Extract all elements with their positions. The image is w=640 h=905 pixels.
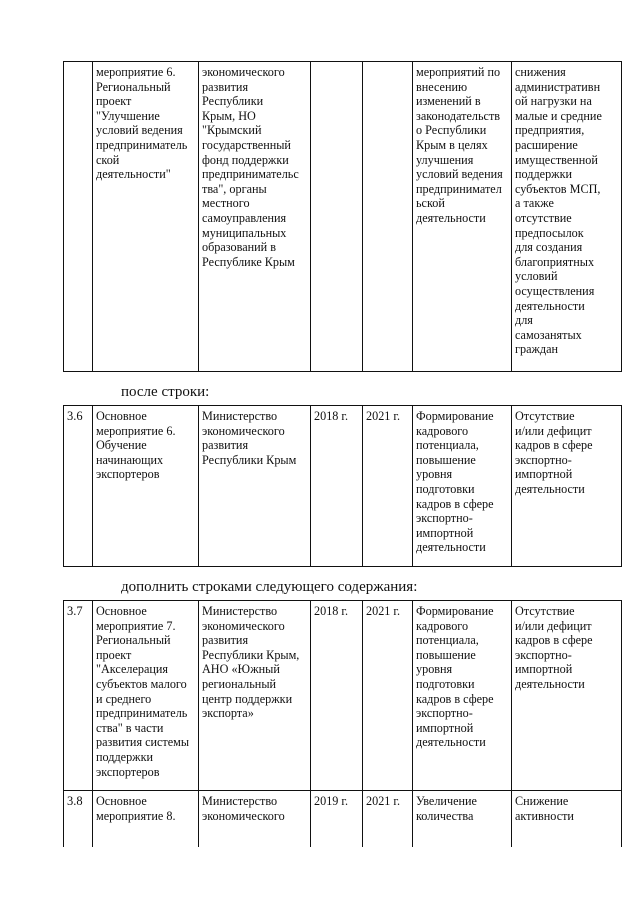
program-table-continuation	[63, 61, 622, 372]
expected-result-cell: Формирование кадрового потенциала, повышение уровня подготовки кадров в сфере экспортно- импортной деятельности	[413, 601, 512, 791]
executor-cell: Министерство экономического развития Республики Крым	[199, 406, 311, 567]
start-year-cell	[311, 62, 363, 372]
start-year-cell: 2018 г.	[311, 601, 363, 791]
table-row	[64, 406, 622, 567]
measure-name-cell: Основное мероприятие 6. Обучение начинающих экспортеров	[93, 406, 199, 567]
measure-name-cell: Основное мероприятие 7. Региональный проект "Акселерация субъектов малого и среднего предприниматель ства" в части развития системы поддержки экспортеров	[93, 601, 199, 791]
executor-cell: Министерство экономического	[199, 791, 311, 847]
table-row	[64, 601, 622, 791]
table-row	[64, 62, 622, 372]
row-number-cell	[64, 62, 93, 372]
caption-after-row: после строки:	[121, 384, 210, 400]
expected-result-cell: Формирование кадрового потенциала, повышение уровня подготовки кадров в сфере экспортно- импортной деятельности	[413, 406, 512, 567]
expected-result-cell: Увеличение количества	[413, 791, 512, 847]
row-number-cell: 3.7	[64, 601, 93, 791]
program-table-row-3-6	[63, 405, 622, 567]
start-year-cell: 2019 г.	[311, 791, 363, 847]
consequence-cell: Отсутствие и/или дефицит кадров в сфере экспортно- импортной деятельности	[512, 406, 622, 567]
start-year-cell: 2018 г.	[311, 406, 363, 567]
end-year-cell: 2021 г.	[363, 601, 413, 791]
executor-cell: экономического развития Республики Крым, НО "Крымский государственный фонд поддержки предпринимательс тва", органы местного самоуправления муниципальных образований в Республике Крым	[199, 62, 311, 372]
consequence-cell: Снижение активности	[512, 791, 622, 847]
end-year-cell	[363, 62, 413, 372]
expected-result-cell: мероприятий по внесению изменений в законодательств о Республики Крым в целях улучшения условий ведения предпринимател ьской деятельности	[413, 62, 512, 372]
row-number-cell: 3.6	[64, 406, 93, 567]
consequence-cell: Отсутствие и/или дефицит кадров в сфере экспортно- импортной деятельности	[512, 601, 622, 791]
measure-name-cell: мероприятие 6. Региональный проект "Улучшение условий ведения предприниматель ской деятельности"	[93, 62, 199, 372]
executor-cell: Министерство экономического развития Республики Крым, АНО «Южный региональный центр поддержки экспорта»	[199, 601, 311, 791]
measure-name-cell: Основное мероприятие 8.	[93, 791, 199, 847]
table-row	[64, 791, 622, 847]
end-year-cell: 2021 г.	[363, 406, 413, 567]
end-year-cell: 2021 г.	[363, 791, 413, 847]
consequence-cell: снижения административн ой нагрузки на малые и средние предприятия, расширение имущественной поддержки субъектов МСП, а также отсутствие предпосылок для создания благоприятных условий осуществления деятельности для самозанятых граждан	[512, 62, 622, 372]
row-number-cell: 3.8	[64, 791, 93, 847]
program-table-new-rows	[63, 600, 622, 847]
caption-add-rows: дополнить строками следующего содержания:	[121, 579, 418, 595]
